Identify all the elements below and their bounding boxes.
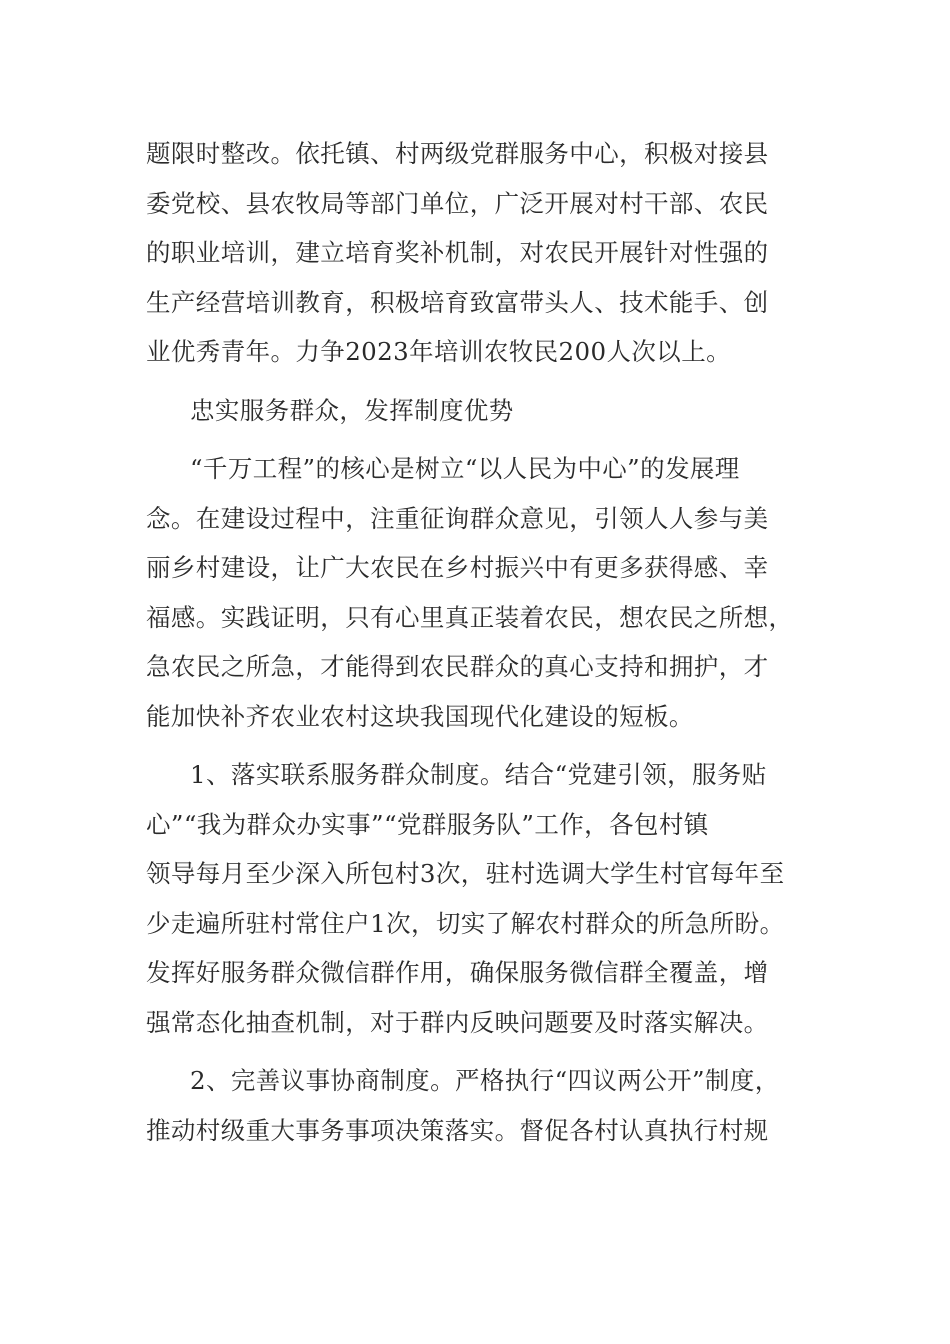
text-line: 少走遍所驻村常住户1次，切实了解农村群众的所急所盼。 bbox=[146, 908, 785, 938]
heading-line: 忠实服务群众，发挥制度优势 bbox=[190, 395, 514, 425]
text-line: 1、落实联系服务群众制度。结合“党建引领，服务贴 bbox=[190, 760, 767, 789]
paragraph-spacer bbox=[146, 377, 806, 386]
text-line: 2、完善议事协商制度。严格执行“四议两公开”制度， bbox=[190, 1066, 780, 1095]
paragraph-spacer bbox=[146, 741, 806, 750]
text-line: “千万工程”的核心是树立“以人民为中心”的发展理 bbox=[190, 454, 740, 483]
text-line: 急农民之所急，才能得到农民群众的真心支持和拥护，才 bbox=[146, 652, 769, 681]
text-line: 福感。实践证明，只有心里真正装着农民，想农民之所想， bbox=[146, 602, 794, 632]
text-line: 推动村级重大事务事项决策落实。督促各村认真执行村规 bbox=[146, 1115, 769, 1145]
text-line: 强常态化抽查机制，对于群内反映问题要及时落实解决。 bbox=[146, 1007, 769, 1037]
text-line: 发挥好服务群众微信群作用，确保服务微信群全覆盖，增 bbox=[146, 958, 769, 987]
document-body bbox=[146, 129, 806, 1155]
paragraph-spacer bbox=[146, 435, 806, 444]
paragraph-item-2 bbox=[146, 1056, 806, 1155]
text-line: 心”“我为群众办实事”“党群服务队”工作，各包村镇 bbox=[146, 809, 709, 839]
text-line: 领导每月至少深入所包村3次，驻村选调大学生村官每年至 bbox=[146, 859, 785, 888]
paragraph-spacer bbox=[146, 1047, 806, 1056]
text-line: 念。在建设过程中，注重征询群众意见，引领人人参与美 bbox=[146, 503, 769, 533]
text-line: 的职业培训，建立培育奖补机制，对农民开展针对性强的 bbox=[146, 238, 769, 267]
text-line: 业优秀青年。力争2023年培训农牧民200人次以上。 bbox=[146, 337, 732, 366]
paragraph-training bbox=[146, 129, 806, 377]
text-line: 生产经营培训教育，积极培育致富带头人、技术能手、创 bbox=[146, 287, 769, 317]
text-line: 能加快补齐农业农村这块我国现代化建设的短板。 bbox=[146, 701, 694, 731]
text-line: 丽乡村建设，让广大农民在乡村振兴中有更多获得感、幸 bbox=[146, 553, 769, 582]
text-line: 委党校、县农牧局等部门单位，广泛开展对村干部、农民 bbox=[146, 188, 769, 218]
paragraph-item-1 bbox=[146, 750, 806, 1047]
section-heading bbox=[146, 386, 806, 436]
text-line: 题限时整改。依托镇、村两级党群服务中心，积极对接县 bbox=[146, 139, 769, 168]
paragraph-core-concept bbox=[146, 444, 806, 741]
